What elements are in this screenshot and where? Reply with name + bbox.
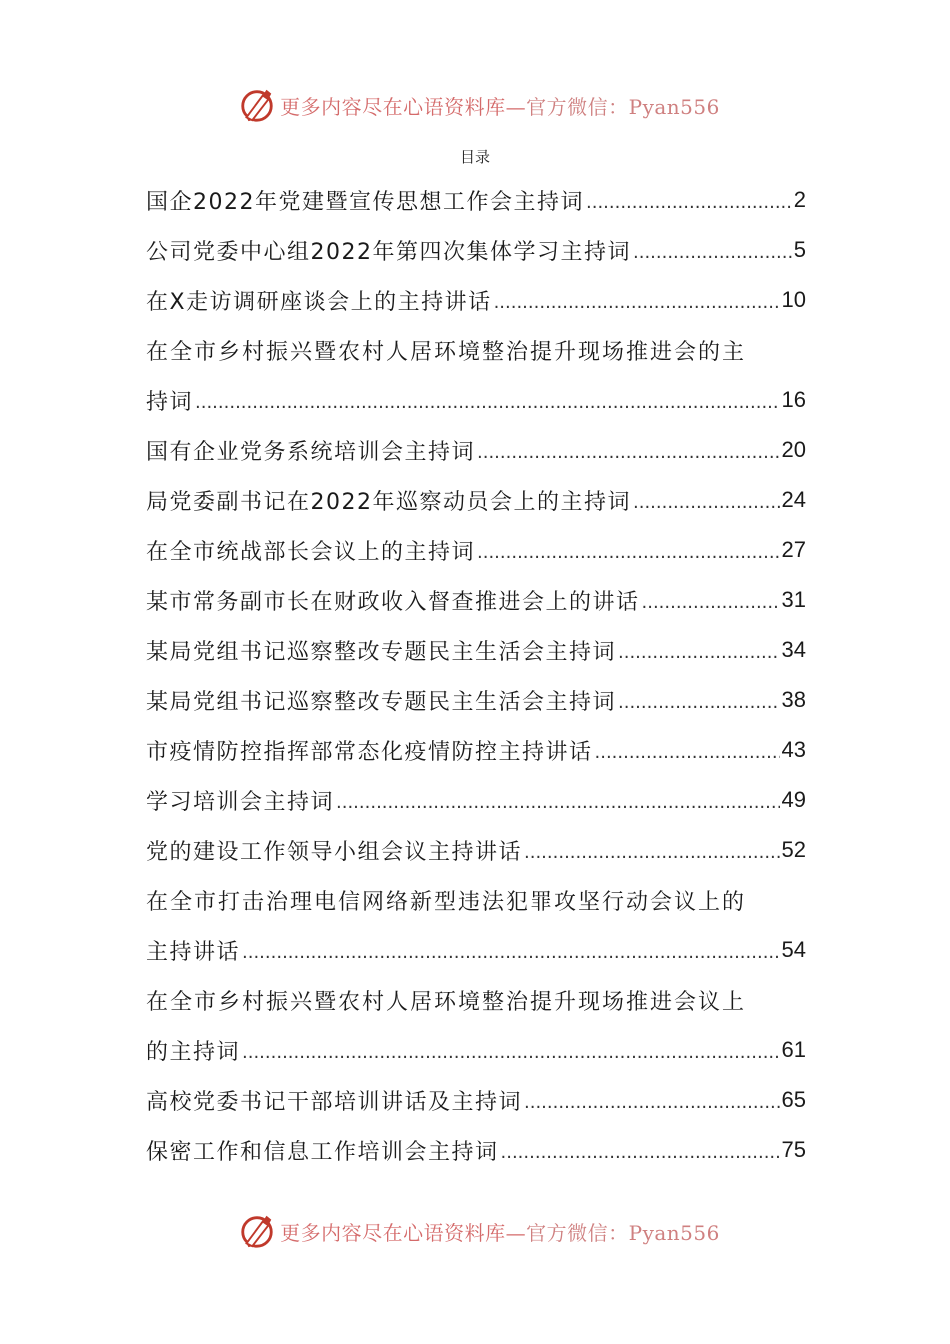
dot-leader bbox=[618, 692, 780, 725]
toc-entry[interactable] bbox=[146, 725, 806, 775]
toc-entry-title: 学习培训会主持词 bbox=[146, 789, 335, 815]
toc-entry[interactable] bbox=[146, 425, 806, 475]
toc-entry-page: 49 bbox=[781, 787, 806, 812]
toc-entry[interactable] bbox=[146, 1125, 806, 1175]
toc-entry-page: 54 bbox=[781, 937, 806, 962]
pen-logo-icon bbox=[238, 1212, 276, 1250]
toc-entry-page: 24 bbox=[781, 487, 806, 512]
toc-entry-title: 主持讲话 bbox=[146, 939, 241, 965]
dot-leader bbox=[633, 492, 780, 525]
toc-entry-title: 持词 bbox=[146, 389, 194, 415]
toc-entry[interactable] bbox=[146, 625, 806, 675]
dot-leader bbox=[524, 1092, 780, 1125]
toc-entry-page: 52 bbox=[781, 837, 806, 862]
toc-entry-title: 在全市统战部长会议上的主持词 bbox=[146, 539, 476, 565]
toc-entry-page: 31 bbox=[781, 587, 806, 612]
toc-entry-page: 61 bbox=[781, 1037, 806, 1062]
toc-entry-page: 38 bbox=[781, 687, 806, 712]
toc-entry[interactable] bbox=[146, 1075, 806, 1125]
dot-leader bbox=[586, 192, 792, 225]
toc-entry[interactable] bbox=[146, 975, 806, 1075]
toc-entry[interactable] bbox=[146, 825, 806, 875]
toc-entry-title: 在X走访调研座谈会上的主持讲话 bbox=[146, 289, 492, 315]
table-of-contents bbox=[146, 175, 806, 1175]
toc-entry-page: 10 bbox=[781, 287, 806, 312]
dot-leader bbox=[195, 392, 780, 425]
dot-leader bbox=[642, 592, 780, 625]
dot-leader bbox=[618, 642, 780, 675]
dot-leader bbox=[477, 442, 780, 475]
toc-entry-page: 65 bbox=[781, 1087, 806, 1112]
toc-entry-title: 国企2022年党建暨宣传思想工作会主持词 bbox=[146, 189, 584, 215]
banner-wechat: 官方微信：Pyan556 bbox=[526, 94, 720, 119]
toc-entry-page: 34 bbox=[781, 637, 806, 662]
banner-wechat: 官方微信：Pyan556 bbox=[526, 1220, 720, 1245]
toc-entry[interactable] bbox=[146, 525, 806, 575]
dot-leader bbox=[242, 1042, 780, 1075]
dot-leader bbox=[242, 942, 780, 975]
toc-entry-title: 公司党委中心组2022年第四次集体学习主持词 bbox=[146, 239, 631, 265]
toc-entry-title-line: 在全市乡村振兴暨农村人居环境整治提升现场推进会的主 bbox=[146, 339, 747, 365]
banner-text: 更多内容尽在心语资料库—官方微信：Pyan556 bbox=[280, 94, 720, 119]
dot-leader bbox=[477, 542, 780, 575]
footer-banner bbox=[0, 1209, 950, 1253]
toc-entry-title: 市疫情防控指挥部常态化疫情防控主持讲话 bbox=[146, 739, 593, 765]
toc-entry-title: 某局党组书记巡察整改专题民主生活会主持词 bbox=[146, 639, 617, 665]
header-banner bbox=[0, 83, 950, 127]
toc-entry-title-line: 在全市乡村振兴暨农村人居环境整治提升现场推进会议上 bbox=[146, 989, 747, 1015]
dot-leader bbox=[494, 292, 780, 325]
toc-entry[interactable] bbox=[146, 875, 806, 975]
toc-entry[interactable] bbox=[146, 225, 806, 275]
toc-entry[interactable] bbox=[146, 325, 806, 425]
dot-leader bbox=[501, 1142, 780, 1175]
toc-entry-title: 保密工作和信息工作培训会主持词 bbox=[146, 1139, 499, 1165]
dot-leader bbox=[524, 842, 780, 875]
toc-entry-title: 的主持词 bbox=[146, 1039, 241, 1065]
dot-leader bbox=[633, 242, 792, 275]
pen-logo-icon bbox=[238, 86, 276, 124]
toc-entry[interactable] bbox=[146, 475, 806, 525]
toc-entry-title: 国有企业党务系统培训会主持词 bbox=[146, 439, 476, 465]
banner-text: 更多内容尽在心语资料库—官方微信：Pyan556 bbox=[280, 1220, 720, 1245]
toc-entry-page: 20 bbox=[781, 437, 806, 462]
toc-entry-title: 某局党组书记巡察整改专题民主生活会主持词 bbox=[146, 689, 617, 715]
toc-entry[interactable] bbox=[146, 775, 806, 825]
toc-entry-page: 16 bbox=[781, 387, 806, 412]
toc-entry-title: 某市常务副市长在财政收入督查推进会上的讲话 bbox=[146, 589, 640, 615]
dot-leader bbox=[336, 792, 780, 825]
toc-entry-page: 2 bbox=[793, 187, 806, 212]
dot-leader bbox=[595, 742, 780, 775]
toc-entry-page: 27 bbox=[781, 537, 806, 562]
toc-entry[interactable] bbox=[146, 575, 806, 625]
toc-entry[interactable] bbox=[146, 275, 806, 325]
toc-entry-title-line: 在全市打击治理电信网络新型违法犯罪攻坚行动会议上的 bbox=[146, 889, 747, 915]
toc-entry-page: 75 bbox=[781, 1137, 806, 1162]
toc-entry[interactable] bbox=[146, 675, 806, 725]
toc-title: 目录 bbox=[459, 148, 490, 166]
toc-entry-title: 高校党委书记干部培训讲话及主持词 bbox=[146, 1089, 523, 1115]
toc-entry-page: 5 bbox=[793, 237, 806, 262]
toc-entry[interactable] bbox=[146, 175, 806, 225]
toc-entry-title: 局党委副书记在2022年巡察动员会上的主持词 bbox=[146, 489, 631, 515]
toc-entry-page: 43 bbox=[781, 737, 806, 762]
toc-entry-title: 党的建设工作领导小组会议主持讲话 bbox=[146, 839, 523, 865]
